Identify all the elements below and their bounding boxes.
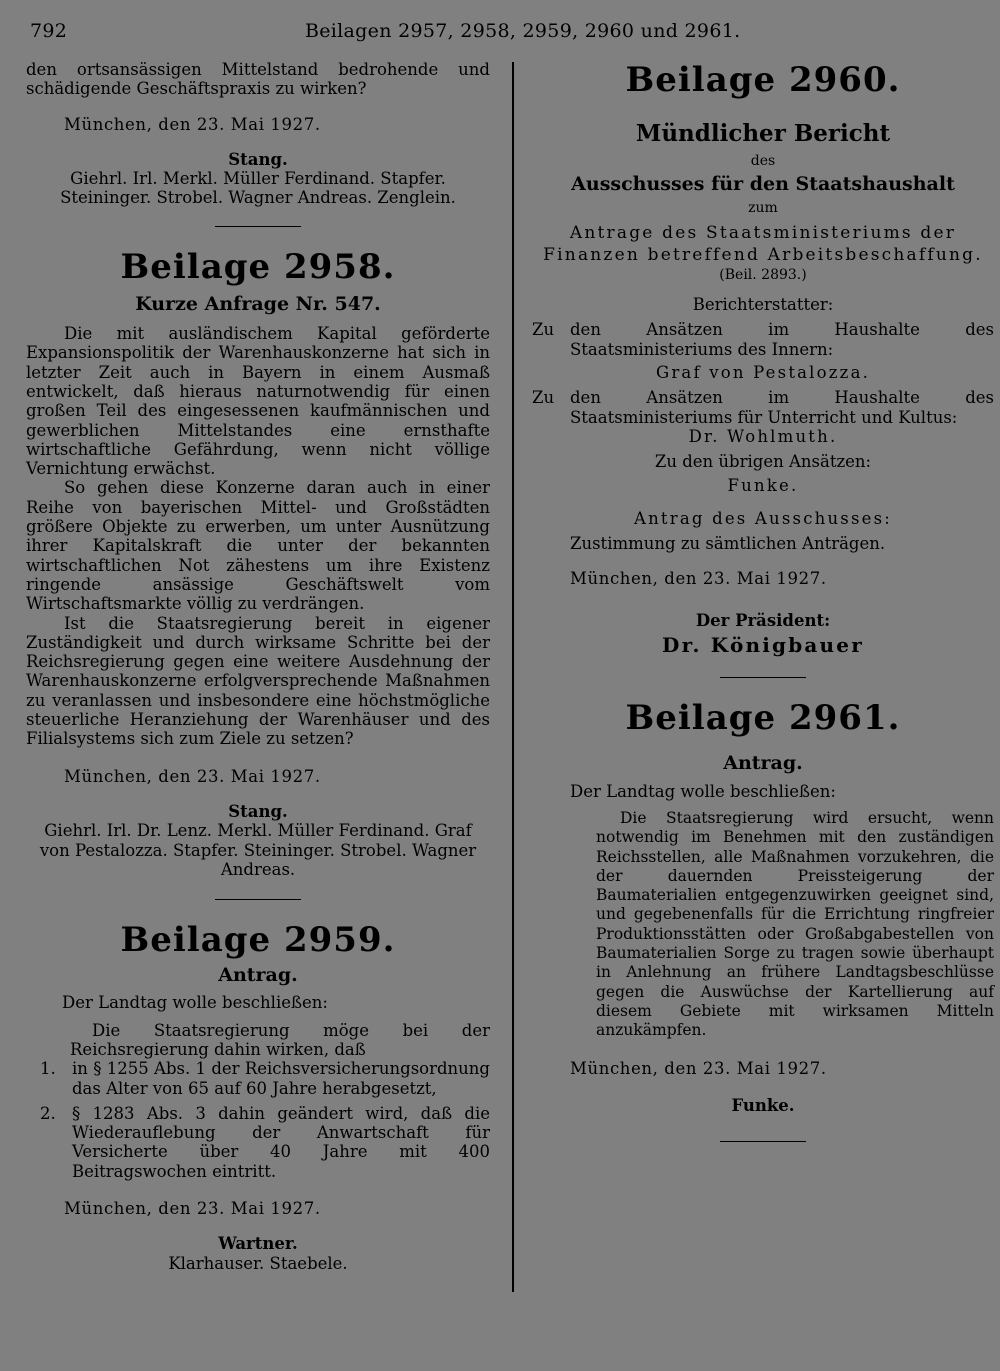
beilage-2958-paragraph-2: So gehen diese Konzerne daran auch in einer Reihe von bayerischen Mittel- und Großstädten größere Objekte zu erwerben, um unter Ausnützung ihrer Kapitalskraft die unter der bekannten wirtschaftlichen Not zähestens um ihre Existenz ringende ansässige Geschäftswelt vom Wirtschaftsmarkte völlig zu verdrängen. [26,478,490,614]
beilage-2959-intro: Der Landtag wolle beschließen: [62,993,328,1013]
committee-motion-label: Antrag des Ausschusses: [633,508,893,528]
page-header [30,16,972,46]
beilage-2959-lead: Die Staatsregierung möge bei der Reichsregierung dahin wirken, daß [70,1020,490,1059]
beilage-2959-cosigners: Klarhauser. Staebele. [168,1253,348,1273]
previous-item-signer: Stang. [228,149,288,169]
president-name: Dr. Königbauer [662,633,864,658]
beilage-2960-zum: zum [748,199,778,216]
beilage-2959-date: München, den 23. Mai 1927. [64,1199,321,1219]
beilage-2961-body: Die Staatsregierung wird ersucht, wenn notwendig im Benehmen mit den zuständigen Reichsstellen, alle Maßnahmen vorzukehren, die der dauernden Preissteigerung der Baumaterialien entgegenzuwirken geeignet sind, und gegebenenfalls für die Errichtung ringfreier Produktionsstätten oder Großabgabestellen von Baumaterialien Sorge zu tragen sowie überhaupt in Anlehnung an frühere Landtagsbeschlüsse gegen die Auswüchse der Kartellierung auf diesem Gebiete mit wirksamen Mitteln anzukämpfen. [596,808,994,1040]
beilage-2959-item-1 [26,1059,490,1098]
beilage-2961-intro: Der Landtag wolle beschließen: [570,781,836,801]
item-number: 1. [40,1059,56,1079]
beilage-2959-subtitle: Antrag. [218,964,298,987]
left-column [26,60,490,1273]
beilage-2960-date: München, den 23. Mai 1927. [570,569,827,589]
page-number: 792 [30,20,68,42]
beilage-2958-signer: Stang. [228,801,288,821]
beilage-2959-signer: Wartner. [218,1234,298,1254]
beilage-2958-title: Beilage 2958. [120,246,396,287]
item-text: in § 1255 Abs. 1 der Reichsversicherungsordnung das Alter von 65 auf 60 Jahre herabgesetzt, [72,1059,490,1098]
beilage-2958-paragraph-1: Die mit ausländischem Kapital geförderte Expansionspolitik der Warenhauskonzerne hat sich in letzter Zeit auch in Bayern in einem Ausmaß entwickelt, daß hieraus naturnotwendig für einen großen Teil des eingesessenen kaufmännischen und gewerblichen Mittelstandes eine ernsthafte wirtschaftliche Gefährdung, wenn nicht völlige Vernichtung erwächst. [26,324,490,479]
committee-motion-text: Zustimmung zu sämtlichen Anträgen. [570,534,886,554]
beilage-2961-subtitle: Antrag. [723,752,803,775]
beilage-2960-des: des [750,153,776,169]
previous-item-date: München, den 23. Mai 1927. [64,114,321,134]
beilage-2960-reference: (Beil. 2893.) [719,266,807,283]
reporters-label: Berichterstatter: [692,295,834,315]
beilage-2959-item-2 [26,1104,490,1181]
reporter-line-1 [532,320,994,359]
beilage-2961-date: München, den 23. Mai 1927. [570,1058,827,1078]
beilage-2958-cosigners: Giehrl. Irl. Dr. Lenz. Merkl. Müller Ferdinand. Graf von Pestalozza. Stapfer. Steininger. Strobel. Wagner Andreas. [39,821,477,879]
section-separator [720,677,806,678]
line-text: den Ansätzen im Haushalte des Staatsministeriums für Unterricht und Kultus: [570,388,994,427]
previous-item-ending: den ortsansässigen Mittelstand bedrohende und schädigende Geschäftspraxis zu wirken? [26,60,490,99]
beilage-2961-title: Beilage 2961. [625,698,901,739]
previous-item-cosigners: Giehrl. Irl. Merkl. Müller Ferdinand. Stapfer. Steininger. Strobel. Wagner Andreas. Zenglein. [60,169,456,208]
beilage-2960-committee: Ausschusses für den Staatshaushalt [571,173,955,196]
item-text: § 1283 Abs. 3 dahin geändert wird, daß die Wiederauflebung der Anwartschaft für Versicherte über 40 Jahre mit 400 Beitragswochen eintritt. [72,1103,490,1181]
beilage-2958-date: München, den 23. Mai 1927. [64,766,321,786]
item-number: 2. [40,1103,56,1123]
reporter-line-3: Zu den übrigen Ansätzen: [654,452,872,472]
column-divider [512,62,514,1292]
section-separator [720,1141,806,1142]
running-title: Beilagen 2957, 2958, 2959, 2960 und 2961. [305,20,741,42]
president-label: Der Präsident: [695,610,831,630]
right-column [532,60,994,1142]
reporter-name-3: Funke. [727,475,799,495]
reporter-line-2 [532,388,994,427]
line-lead: Zu [532,320,555,340]
line-text: den Ansätzen im Haushalte des Staatsministeriums des Innern: [570,320,994,359]
beilage-2960-subtitle: Mündlicher Bericht [635,120,891,147]
beilage-2961-signer: Funke. [731,1095,795,1115]
beilage-2960-motion: Antrage des Staatsministeriums der Finanzen betreffend Arbeitsbeschaffung. [543,222,983,265]
beilage-2958-paragraph-3: Ist die Staatsregierung bereit in eigener Zuständigkeit und durch wirksame Schritte bei der Reichsregierung gegen eine weitere Ausdehnung der Warenhauskonzerne erfolgversprechende Maßnahmen zu veranlassen und insbesondere eine höchstmögliche steuerliche Heranziehung der Warenhäuser und des Filialsystems sich zum Ziele zu setzen? [26,613,490,749]
reporter-name-1: Graf von Pestalozza. [655,363,871,383]
beilage-2959-title: Beilage 2959. [120,920,396,961]
line-lead: Zu [532,388,555,408]
beilage-2958-subtitle: Kurze Anfrage Nr. 547. [135,292,381,315]
beilage-2960-title: Beilage 2960. [625,60,901,100]
reporter-name-2: Dr. Wohlmuth. [688,426,838,446]
section-separator [215,226,301,227]
section-separator [215,899,301,900]
